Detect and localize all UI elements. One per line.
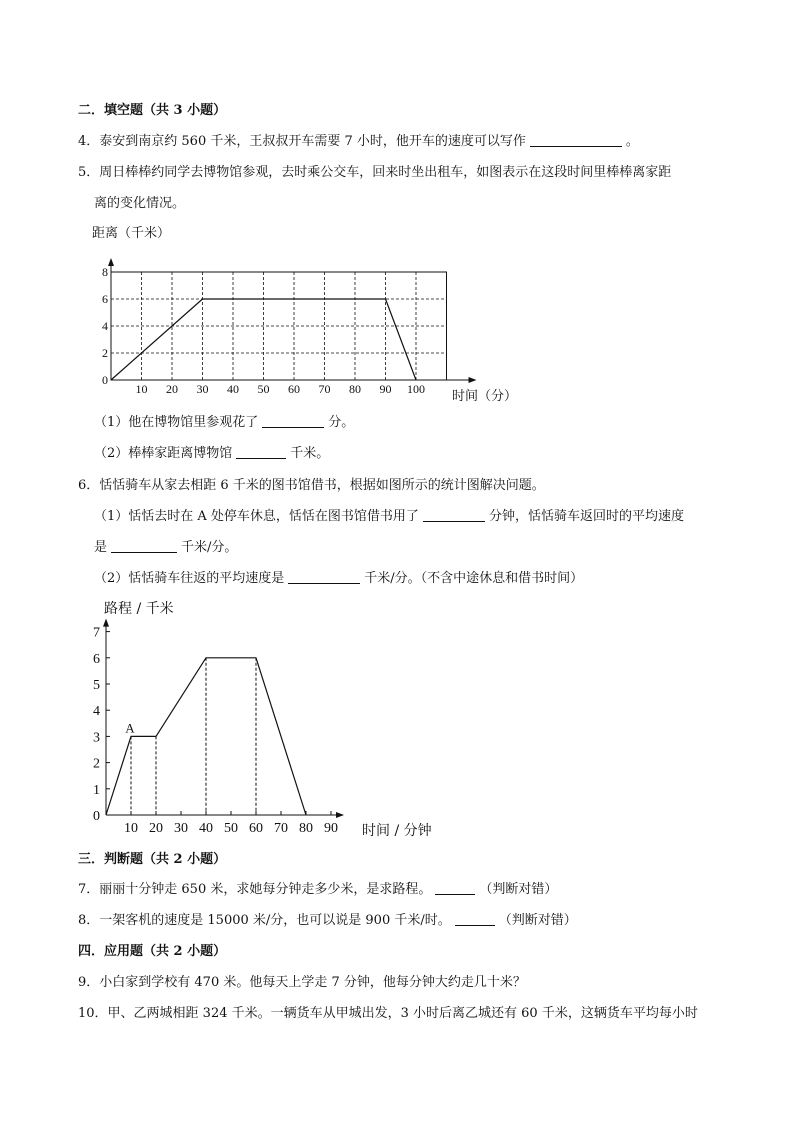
chart2-y-tick-5: 5 — [93, 678, 100, 693]
chart2-x-arrow — [336, 812, 344, 818]
q4-end: 。 — [625, 134, 639, 149]
q6-sub1-unit: 千米/分。 — [181, 540, 238, 555]
chart1-x-tick-30: 30 — [196, 382, 209, 396]
chart2-y-tick-1: 1 — [93, 782, 100, 798]
q6-sub2-unit: 千米/分。（不含中途休息和借书时间） — [364, 571, 584, 586]
question-10: 10．甲、乙两城相距 324 千米。一辆货车从甲城出发，3 小时后离乙城还有 60 千米，这辆货车平均每小时 — [78, 1006, 698, 1021]
q6-sub1-text3: 是 — [94, 540, 108, 555]
q4-text: 4．泰安到南京约 560 千米，王叔叔开车需要 7 小时，他开车的速度可以写作 — [78, 134, 526, 149]
chart2-x-tick-90: 90 — [324, 821, 338, 836]
q7-suffix: （判断对错） — [479, 882, 558, 897]
q6-sub2-text: （2）恬恬骑车往返的平均速度是 — [94, 571, 285, 586]
chart2-x-tick-40: 40 — [199, 821, 213, 836]
q5-sub2-text: （2）棒棒家距离博物馆 — [94, 446, 233, 461]
chart2-x-tick-80: 80 — [299, 821, 313, 836]
chart2-x-tick-20: 20 — [149, 821, 163, 836]
q5-sub1-unit: 分。 — [328, 415, 355, 430]
question-5-line1: 5．周日棒棒约同学去博物馆参观，去时乘公交车，回来时坐出租车，如图表示在这段时间里棒棒离家距 — [78, 165, 672, 180]
chart1-ylabel: 距离（千米） — [92, 226, 171, 241]
q8-blank[interactable] — [455, 912, 495, 926]
q5-sub2-unit: 千米。 — [290, 446, 330, 461]
chart1-origin-label: 0 — [102, 373, 108, 387]
question-7 — [78, 881, 557, 899]
chart2-y-tick-2: 2 — [93, 756, 100, 772]
chart2-ylabel: 路程 / 千米 — [104, 601, 174, 617]
q8-text: 8．一架客机的速度是 15000 米/分，也可以说是 900 千米/时。 — [78, 913, 451, 928]
chart2-y-tick-3: 3 — [93, 730, 100, 746]
chart1-y-tick-6: 6 — [102, 292, 108, 306]
chart1-x-tick-50: 50 — [257, 382, 270, 396]
chart2-x-tick-30: 30 — [174, 821, 188, 836]
question-9: 9．小白家到学校有 470 米。他每天上学走 7 分钟，他每分钟大约走几十米？ — [78, 975, 526, 990]
q7-blank[interactable] — [435, 881, 475, 895]
chart2-x-tick-60: 60 — [249, 821, 263, 836]
chart2-y-tick-7: 7 — [93, 625, 100, 641]
chart1-y-tick-4: 4 — [102, 319, 108, 333]
chart1-y-tick-2: 2 — [102, 346, 108, 360]
question-5-line2: 离的变化情况。 — [94, 196, 186, 211]
chart1-xlabel: 时间（分） — [452, 389, 518, 404]
chart2-series-line — [106, 658, 306, 815]
chart1-x-tick-80: 80 — [349, 382, 361, 396]
section-3-title: 三．判断题（共 2 小题） — [78, 852, 227, 867]
section-4-title: 四．应用题（共 2 小题） — [78, 944, 227, 959]
q8-suffix: （判断对错） — [498, 913, 577, 928]
q6-sub1-text2: 分钟，恬恬骑车返回时的平均速度 — [488, 509, 684, 524]
chart1-x-tick-10: 10 — [135, 382, 148, 396]
section-2-title: 二．填空题（共 3 小题） — [78, 103, 227, 118]
chart1-x-tick-90: 90 — [379, 382, 392, 396]
chart2-x-tick-10: 10 — [124, 821, 138, 836]
chart2-y-tick-4: 4 — [93, 704, 100, 720]
q5-sub1-text: （1）他在博物馆里参观花了 — [94, 415, 259, 430]
chart1-x-tick-100: 100 — [407, 382, 425, 396]
chart1-x-tick-60: 60 — [288, 382, 300, 396]
chart2-xlabel: 时间 / 分钟 — [362, 823, 432, 839]
question-8 — [78, 912, 577, 930]
chart1-x-tick-70: 70 — [318, 382, 331, 396]
chart2-origin-label: 0 — [93, 809, 100, 824]
chart2-point-label-a: A — [125, 720, 135, 736]
chart1-x-tick-20: 20 — [166, 382, 178, 396]
chart1-y-tick-8: 8 — [102, 265, 108, 279]
chart1-x-tick-40: 40 — [227, 382, 239, 396]
question-6-line1: 6．恬恬骑车从家去相距 6 千米的图书馆借书，根据如图所示的统计图解决问题。 — [78, 478, 545, 493]
q7-text: 7．丽丽十分钟走 650 米，求她每分钟走多少米，是求路程。 — [78, 882, 432, 897]
chart2-x-tick-70: 70 — [274, 821, 288, 836]
q6-sub1-text: （1）恬恬去时在 A 处停车休息，恬恬在图书馆借书用了 — [94, 509, 419, 524]
chart2-y-tick-6: 6 — [93, 651, 100, 667]
chart2-y-arrow — [103, 619, 109, 627]
chart2-x-tick-50: 50 — [224, 821, 238, 836]
